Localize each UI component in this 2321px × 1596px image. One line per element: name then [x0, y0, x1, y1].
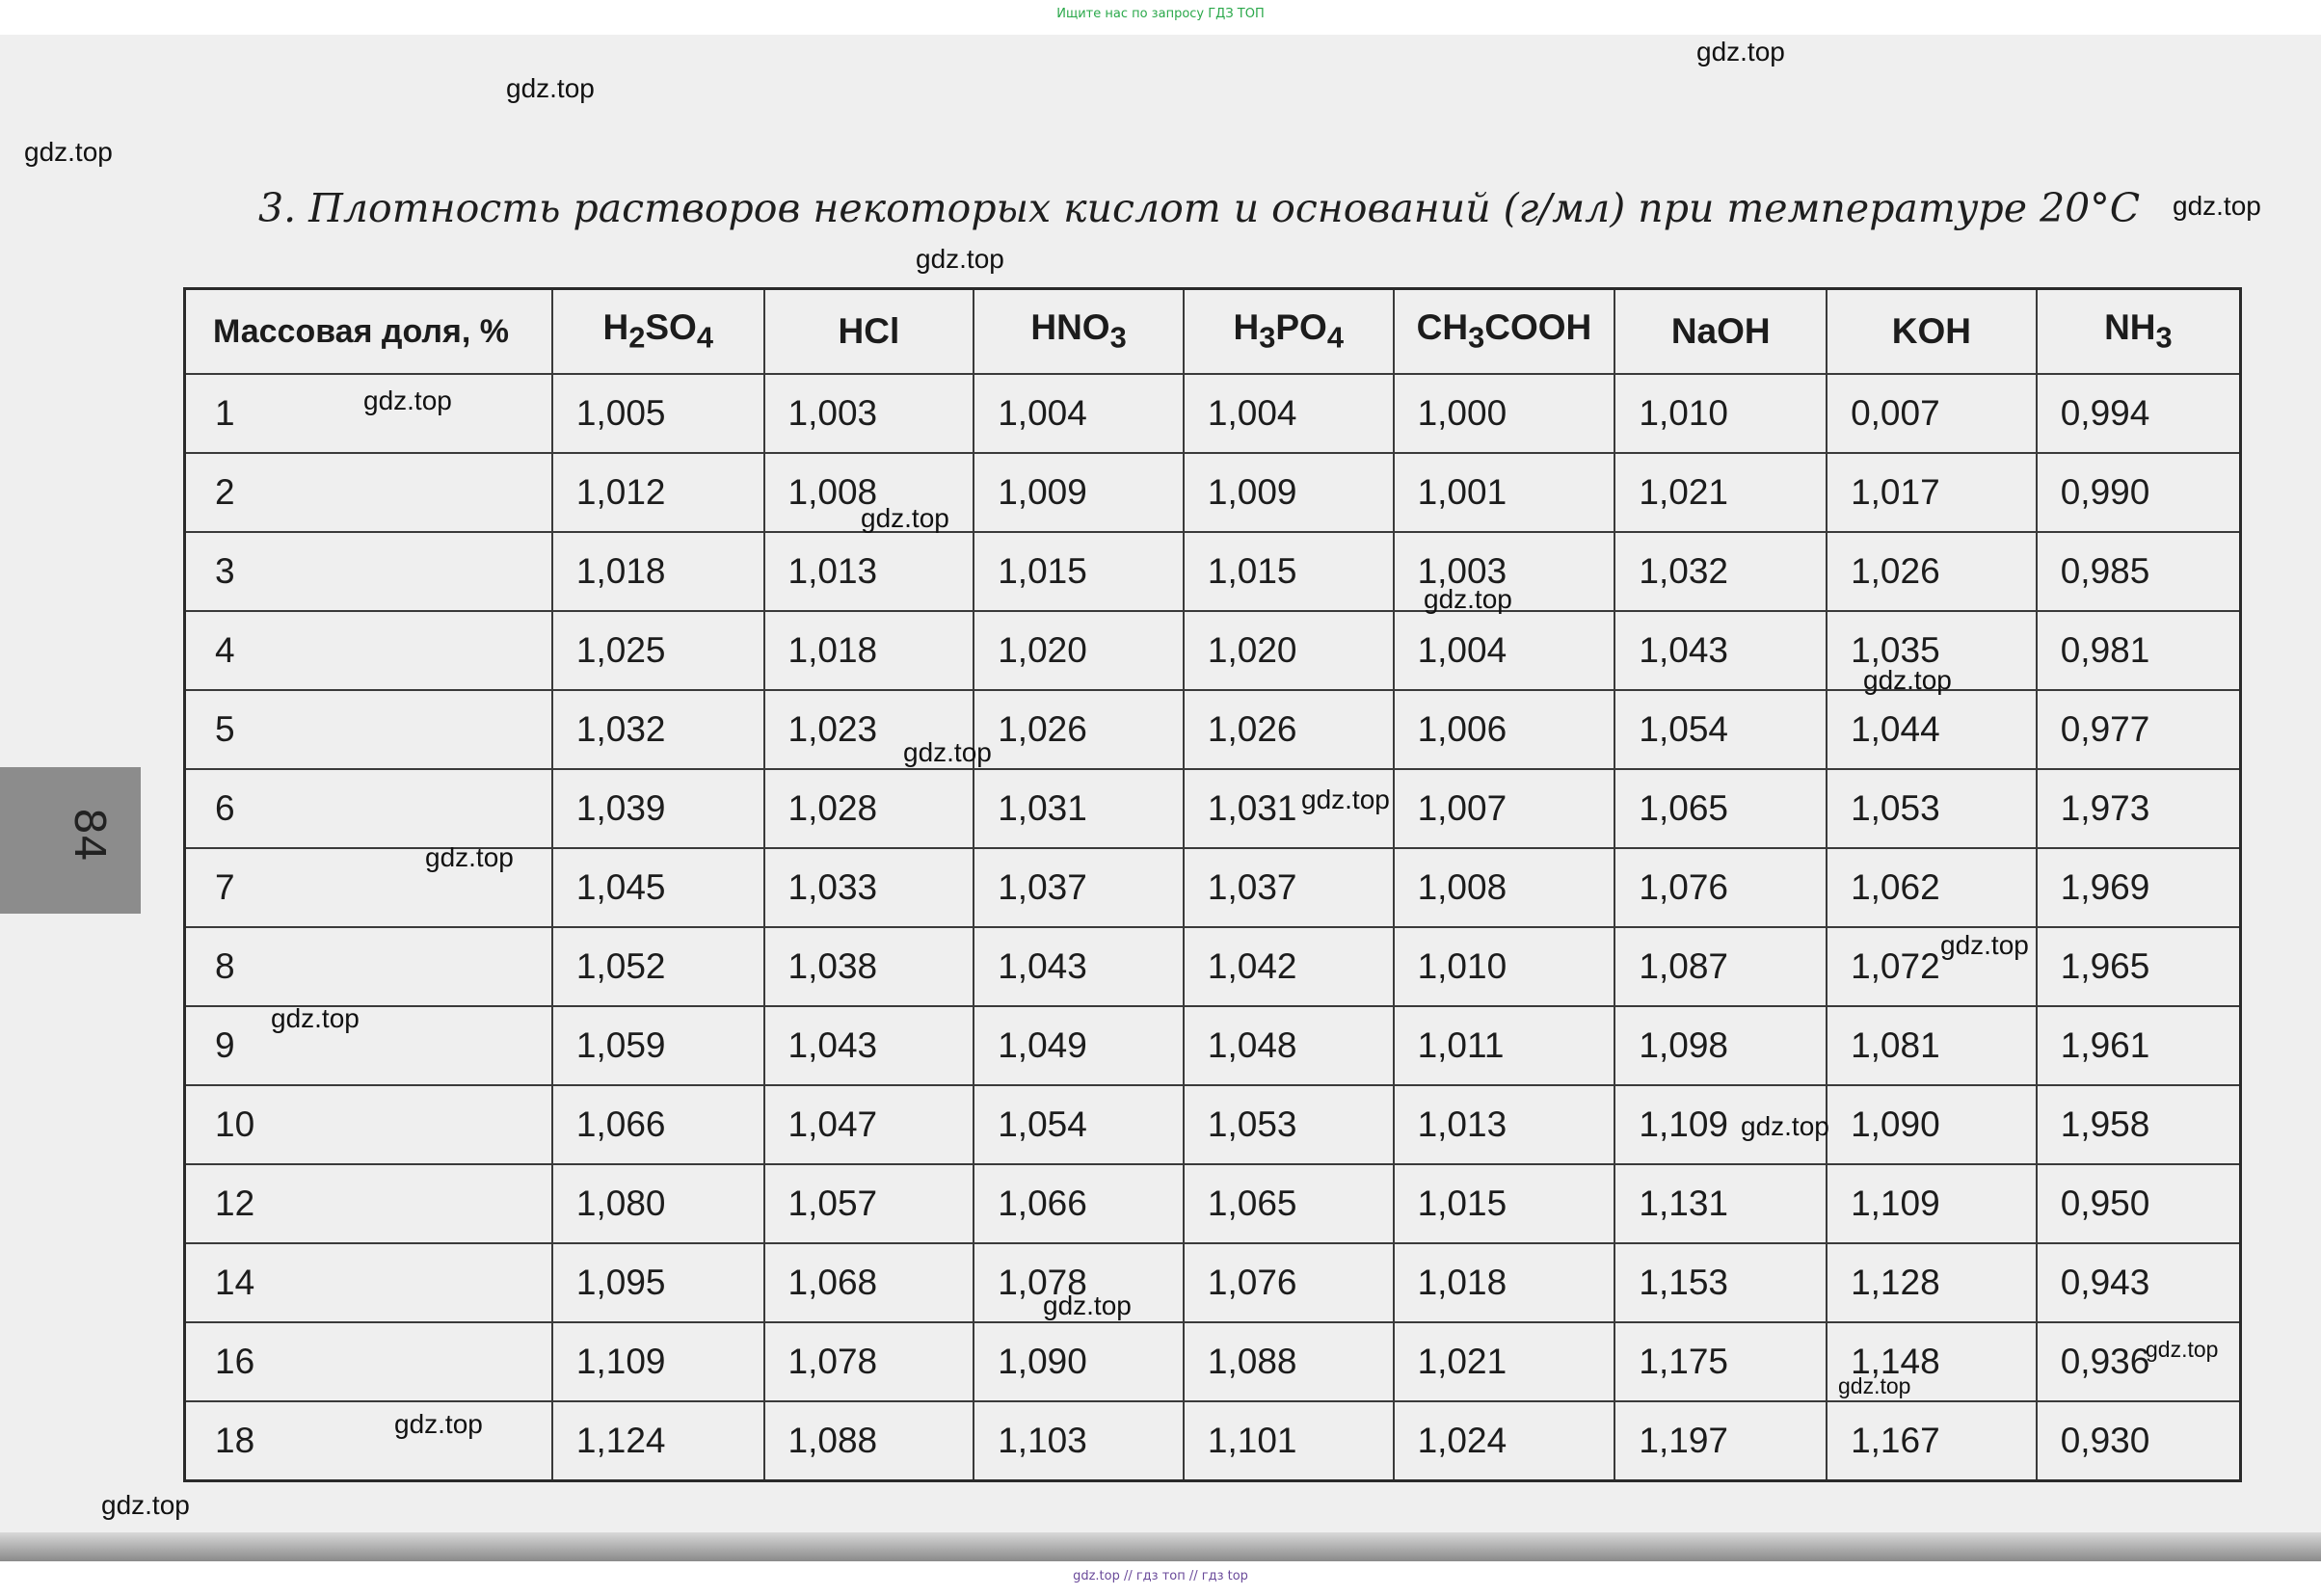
cell-mass: 9: [185, 1006, 552, 1085]
watermark: gdz.top: [2146, 1337, 2219, 1362]
cell-nh3: 1,965: [2037, 927, 2241, 1006]
watermark: gdz.top: [1863, 665, 1952, 695]
cell-h2so4: 1,059: [552, 1006, 764, 1085]
cell-hcl: 1,068: [764, 1243, 974, 1322]
cell-ch3cooh: 1,006: [1394, 690, 1615, 769]
table-row: [185, 1243, 2241, 1322]
cell-h2so4: 1,095: [552, 1243, 764, 1322]
cell-naoh: 1,131: [1614, 1164, 1827, 1243]
cell-hno3: 1,103: [974, 1401, 1184, 1481]
cell-hcl: 1,038: [764, 927, 974, 1006]
table-body: [185, 374, 2241, 1481]
cell-h2so4: 1,124: [552, 1401, 764, 1481]
cell-ch3cooh: 1,001: [1394, 453, 1615, 532]
cell-naoh: 1,197: [1614, 1401, 1827, 1481]
header-nh3: [2037, 289, 2241, 375]
cell-koh: 1,035: [1827, 611, 2037, 690]
footer-links[interactable]: gdz.top // гдз топ // гдз top: [1073, 1569, 1248, 1583]
h3po4-part-a: H: [1233, 307, 1260, 348]
cell-hno3: 1,004: [974, 374, 1184, 453]
cell-nh3: 1,973: [2037, 769, 2241, 848]
cell-hno3: 1,037: [974, 848, 1184, 927]
cell-h2so4: 1,039: [552, 769, 764, 848]
h2so4-part-d: 4: [696, 320, 713, 355]
ch3cooh-part-c: COOH: [1484, 307, 1592, 348]
cell-naoh: 1,098: [1614, 1006, 1827, 1085]
cell-h3po4: 1,037: [1184, 848, 1394, 927]
cell-hno3: 1,009: [974, 453, 1184, 532]
table-row: [185, 1164, 2241, 1243]
cell-hno3: 1,066: [974, 1164, 1184, 1243]
watermark: gdz.top: [101, 1490, 190, 1520]
table-row: [185, 453, 2241, 532]
cell-h3po4: 1,048: [1184, 1006, 1394, 1085]
cell-nh3: 1,969: [2037, 848, 2241, 927]
cell-h2so4: 1,052: [552, 927, 764, 1006]
cell-h2so4: 1,025: [552, 611, 764, 690]
cell-hcl: 1,047: [764, 1085, 974, 1164]
cell-ch3cooh: 1,003: [1394, 532, 1615, 611]
cell-ch3cooh: 1,010: [1394, 927, 1615, 1006]
watermark: gdz.top: [1424, 584, 1512, 614]
cell-hno3: 1,031: [974, 769, 1184, 848]
cell-ch3cooh: 1,015: [1394, 1164, 1615, 1243]
cell-mass: 7: [185, 848, 552, 927]
cell-naoh: 1,087: [1614, 927, 1827, 1006]
cell-hcl: 1,028: [764, 769, 974, 848]
cell-h3po4: 1,065: [1184, 1164, 1394, 1243]
cell-koh: 1,090: [1827, 1085, 2037, 1164]
cell-mass: 4: [185, 611, 552, 690]
table-row: [185, 1322, 2241, 1401]
cell-ch3cooh: 1,007: [1394, 769, 1615, 848]
header-naoh: NaOH: [1614, 289, 1827, 375]
cell-nh3: 0,981: [2037, 611, 2241, 690]
page-number-tab: [0, 767, 141, 914]
cell-hcl: 1,018: [764, 611, 974, 690]
cell-naoh: 1,109: [1614, 1085, 1827, 1164]
cell-h3po4: 1,053: [1184, 1085, 1394, 1164]
cell-h3po4: 1,004: [1184, 374, 1394, 453]
header-hno3: [974, 289, 1184, 375]
ch3cooh-part-a: CH: [1416, 307, 1469, 348]
watermark: gdz.top: [1838, 1373, 1911, 1398]
cell-naoh: 1,021: [1614, 453, 1827, 532]
cell-mass: 6: [185, 769, 552, 848]
page-number: 84: [65, 808, 114, 862]
cell-hno3: 1,078: [974, 1243, 1184, 1322]
cell-hcl: 1,088: [764, 1401, 974, 1481]
watermark: gdz.top: [903, 737, 992, 767]
cell-h2so4: 1,080: [552, 1164, 764, 1243]
watermark: gdz.top: [271, 1003, 360, 1033]
cell-naoh: 1,010: [1614, 374, 1827, 453]
watermark: gdz.top: [425, 842, 514, 872]
cell-hno3: 1,015: [974, 532, 1184, 611]
cell-hno3: 1,026: [974, 690, 1184, 769]
header-row: [185, 289, 2241, 375]
cell-nh3: 0,977: [2037, 690, 2241, 769]
header-h2so4: [552, 289, 764, 375]
cell-h3po4: 1,076: [1184, 1243, 1394, 1322]
header-mass-fraction: Массовая доля, %: [185, 289, 552, 375]
cell-h3po4: 1,101: [1184, 1401, 1394, 1481]
table-row: [185, 532, 2241, 611]
cell-ch3cooh: 1,000: [1394, 374, 1615, 453]
watermark: gdz.top: [2173, 191, 2261, 221]
h2so4-part-c: SO: [645, 307, 697, 348]
cell-h3po4: 1,042: [1184, 927, 1394, 1006]
cell-nh3: 0,930: [2037, 1401, 2241, 1481]
cell-nh3: 1,961: [2037, 1006, 2241, 1085]
table-title: 3. Плотность растворов некоторых кислот и оснований (г/мл) при температуре 20°C: [258, 185, 2141, 231]
cell-ch3cooh: 1,011: [1394, 1006, 1615, 1085]
cell-koh: 1,128: [1827, 1243, 2037, 1322]
cell-h3po4: 1,088: [1184, 1322, 1394, 1401]
cell-ch3cooh: 1,004: [1394, 611, 1615, 690]
cell-nh3: 1,958: [2037, 1085, 2241, 1164]
cell-mass: 12: [185, 1164, 552, 1243]
density-table: [183, 287, 2242, 1482]
cell-hcl: 1,078: [764, 1322, 974, 1401]
footer-band[interactable]: [0, 1561, 2321, 1596]
cell-koh: 1,109: [1827, 1164, 2037, 1243]
watermark: gdz.top: [1696, 37, 1785, 66]
cell-koh: 1,072: [1827, 927, 2037, 1006]
cell-naoh: 1,054: [1614, 690, 1827, 769]
cell-h2so4: 1,012: [552, 453, 764, 532]
watermark: gdz.top: [861, 503, 949, 533]
cell-koh: 0,007: [1827, 374, 2037, 453]
cell-koh: 1,167: [1827, 1401, 2037, 1481]
banner-text[interactable]: Ищите нас по запросу ГДЗ ТОП: [1056, 7, 1265, 21]
h2so4-part-b: 2: [628, 320, 646, 355]
cell-h3po4: 1,015: [1184, 532, 1394, 611]
watermark: gdz.top: [1940, 930, 2029, 960]
cell-koh: 1,053: [1827, 769, 2037, 848]
cell-ch3cooh: 1,008: [1394, 848, 1615, 927]
table-row: [185, 1006, 2241, 1085]
cell-koh: 1,062: [1827, 848, 2037, 927]
cell-h2so4: 1,032: [552, 690, 764, 769]
cell-koh: 1,081: [1827, 1006, 2037, 1085]
scan-edge-shadow: [0, 1532, 2321, 1561]
watermark: gdz.top: [1301, 785, 1390, 814]
cell-koh: 1,026: [1827, 532, 2037, 611]
cell-mass: 18: [185, 1401, 552, 1481]
watermark: gdz.top: [1043, 1290, 1132, 1320]
header-h3po4: [1184, 289, 1394, 375]
cell-hcl: 1,043: [764, 1006, 974, 1085]
table-row: [185, 927, 2241, 1006]
cell-mass: 8: [185, 927, 552, 1006]
cell-nh3: 0,936: [2037, 1322, 2241, 1401]
cell-h2so4: 1,066: [552, 1085, 764, 1164]
hno3-part-a: HNO: [1030, 307, 1110, 348]
cell-nh3: 0,985: [2037, 532, 2241, 611]
cell-h2so4: 1,005: [552, 374, 764, 453]
table-row: [185, 690, 2241, 769]
cell-hcl: 1,023: [764, 690, 974, 769]
watermark: gdz.top: [363, 386, 452, 415]
cell-mass: 1: [185, 374, 552, 453]
watermark: gdz.top: [24, 137, 113, 167]
cell-hno3: 1,090: [974, 1322, 1184, 1401]
cell-naoh: 1,043: [1614, 611, 1827, 690]
table-row: [185, 374, 2241, 453]
cell-mass: 10: [185, 1085, 552, 1164]
cell-hno3: 1,043: [974, 927, 1184, 1006]
h2so4-part-a: H: [602, 307, 629, 348]
cell-hcl: 1,003: [764, 374, 974, 453]
cell-h3po4: 1,026: [1184, 690, 1394, 769]
top-banner[interactable]: [0, 0, 2321, 35]
cell-nh3: 0,994: [2037, 374, 2241, 453]
cell-hcl: 1,008: [764, 453, 974, 532]
cell-koh: 1,148: [1827, 1322, 2037, 1401]
cell-h2so4: 1,018: [552, 532, 764, 611]
cell-mass: 16: [185, 1322, 552, 1401]
cell-h2so4: 1,045: [552, 848, 764, 927]
header-hcl: HCl: [764, 289, 974, 375]
h3po4-part-b: 3: [1259, 320, 1276, 355]
cell-hno3: 1,049: [974, 1006, 1184, 1085]
cell-naoh: 1,065: [1614, 769, 1827, 848]
cell-mass: 3: [185, 532, 552, 611]
cell-ch3cooh: 1,024: [1394, 1401, 1615, 1481]
watermark: gdz.top: [506, 73, 595, 103]
cell-h2so4: 1,109: [552, 1322, 764, 1401]
cell-ch3cooh: 1,021: [1394, 1322, 1615, 1401]
watermark: gdz.top: [916, 244, 1004, 274]
cell-hcl: 1,013: [764, 532, 974, 611]
cell-naoh: 1,076: [1614, 848, 1827, 927]
table-row: [185, 1401, 2241, 1481]
cell-nh3: 0,950: [2037, 1164, 2241, 1243]
cell-koh: 1,017: [1827, 453, 2037, 532]
ch3cooh-part-b: 3: [1468, 320, 1485, 355]
cell-hcl: 1,033: [764, 848, 974, 927]
cell-hno3: 1,020: [974, 611, 1184, 690]
cell-hno3: 1,054: [974, 1085, 1184, 1164]
cell-mass: 2: [185, 453, 552, 532]
cell-ch3cooh: 1,018: [1394, 1243, 1615, 1322]
hno3-part-b: 3: [1109, 320, 1127, 355]
cell-h3po4: 1,009: [1184, 453, 1394, 532]
cell-h3po4: 1,031: [1184, 769, 1394, 848]
nh3-part-b: 3: [2155, 320, 2173, 355]
cell-mass: 14: [185, 1243, 552, 1322]
cell-naoh: 1,175: [1614, 1322, 1827, 1401]
cell-nh3: 0,990: [2037, 453, 2241, 532]
cell-nh3: 0,943: [2037, 1243, 2241, 1322]
h3po4-part-c: PO: [1275, 307, 1327, 348]
header-ch3cooh: [1394, 289, 1615, 375]
cell-ch3cooh: 1,013: [1394, 1085, 1615, 1164]
cell-naoh: 1,032: [1614, 532, 1827, 611]
table-row: [185, 769, 2241, 848]
watermark: gdz.top: [394, 1409, 483, 1439]
cell-hcl: 1,057: [764, 1164, 974, 1243]
h3po4-part-d: 4: [1326, 320, 1344, 355]
header-koh: KOH: [1827, 289, 2037, 375]
cell-naoh: 1,153: [1614, 1243, 1827, 1322]
cell-mass: 5: [185, 690, 552, 769]
table-row: [185, 1085, 2241, 1164]
cell-koh: 1,044: [1827, 690, 2037, 769]
cell-h3po4: 1,020: [1184, 611, 1394, 690]
nh3-part-a: NH: [2104, 307, 2156, 348]
watermark: gdz.top: [1741, 1111, 1829, 1141]
